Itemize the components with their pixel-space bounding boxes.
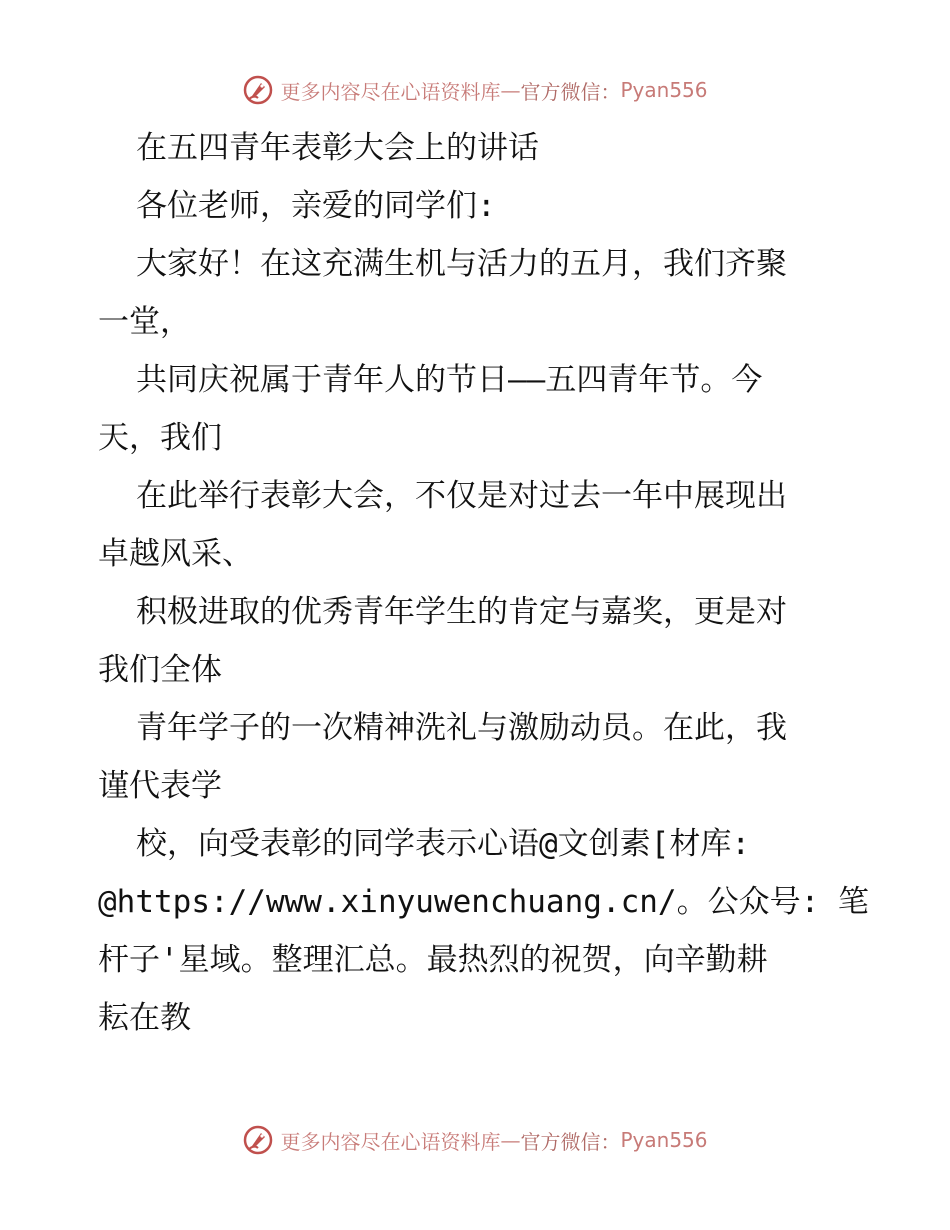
paragraph-line: 我们全体 xyxy=(98,652,222,688)
watermark-wechat-account: Pyan556 xyxy=(620,78,708,102)
paragraph-line: 耘在教 xyxy=(98,1000,191,1036)
watermark-wechat-account: Pyan556 xyxy=(620,1128,708,1152)
watermark-wechat-label: 官方微信： xyxy=(520,79,621,104)
paragraph-line: 卓越风采、 xyxy=(98,536,253,572)
footer-watermark xyxy=(0,1124,950,1156)
paragraph-line: 共同庆祝属于青年人的节日——五四青年节。今 xyxy=(136,362,763,398)
paragraph-line: 在此举行表彰大会，不仅是对过去一年中展现出 xyxy=(136,478,787,514)
watermark-dash: — xyxy=(500,78,521,102)
pen-nib-logo-icon xyxy=(242,1124,274,1156)
paragraph-line: 谨代表学 xyxy=(98,768,222,804)
watermark-dash: — xyxy=(500,1128,521,1152)
pen-nib-logo-icon xyxy=(242,74,274,106)
watermark-brand: 更多内容尽在心语资料库 xyxy=(280,79,501,104)
header-watermark xyxy=(0,74,950,106)
paragraph-line: 积极进取的优秀青年学生的肯定与嘉奖，更是对 xyxy=(136,594,787,630)
document-title: 在五四青年表彰大会上的讲话 xyxy=(136,130,539,166)
paragraph-line: @https://www.xinyuwenchuang.cn/。公众号: 笔 xyxy=(98,884,869,920)
paragraph-line: 一堂， xyxy=(98,304,191,340)
paragraph-line: 校，向受表彰的同学表示心语@文创素[材库: xyxy=(136,826,750,862)
watermark-brand: 更多内容尽在心语资料库 xyxy=(280,1129,501,1154)
paragraph-line: 青年学子的一次精神洗礼与激励动员。在此，我 xyxy=(136,710,787,746)
paragraph-line: 大家好！在这充满生机与活力的五月，我们齐聚 xyxy=(136,246,787,282)
salutation: 各位老师，亲爱的同学们: xyxy=(136,188,496,224)
document-body xyxy=(98,119,869,1047)
paragraph-line: 杆子'星域。整理汇总。最热烈的祝贺，向辛勤耕 xyxy=(98,942,768,978)
watermark-wechat-label: 官方微信： xyxy=(520,1129,621,1154)
paragraph-line: 天，我们 xyxy=(98,420,222,456)
